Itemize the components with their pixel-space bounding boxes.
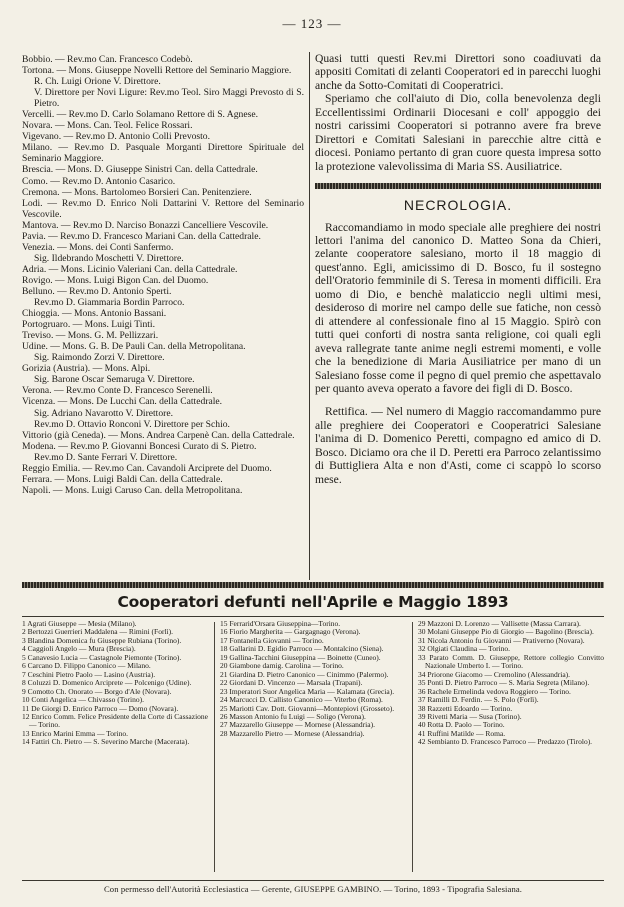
- defunto-entry: 25 Mariotti Cav. Dott. Giovanni—Montepiovi (Grosseto).: [220, 703, 395, 713]
- defunto-entry: 41 Ruffini Matilde — Roma.: [418, 728, 506, 738]
- defunti-column-3: [418, 620, 604, 747]
- director-entry: Vittorio (già Ceneda). — Mons. Andrea Carpenè Can. della Cattedrale.: [22, 429, 295, 441]
- ornamental-band-full: [22, 582, 604, 588]
- director-entry: Novara. — Mons. Can. Teol. Felice Rossari.: [22, 120, 193, 132]
- director-entry: Sig. Raimondo Zorzi V. Direttore.: [34, 352, 165, 364]
- director-entry: Brescia. — Mons. D. Giuseppe Sinistri Can. della Cattedrale.: [22, 164, 258, 176]
- defunto-entry: 24 Marcucci D. Callisto Canonico — Viterbo (Roma).: [220, 695, 383, 705]
- rettifica-paragraph: Rettifica. — Nel numero di Maggio raccomandammo pure alle preghiere dei Cooperatori e Cooperatrici Salesiane l'anima di D. Domenico Peretti, compagno ed amico di D. Bosco. Diciamo ora che il D. Peretti era Parroco zelantissimo di Buttigliera Alta e non d'Asti, come ci scappò lo scorso mese.: [315, 405, 601, 486]
- director-entry: V. Direttore per Novi Ligure: Rev.mo Teol. Siro Maggi Prevosto di S. Pietro.: [34, 87, 304, 110]
- defunto-entry: 2 Bertozzi Guerrieri Maddalena — Rimini (Forlì).: [22, 627, 173, 637]
- director-entry: Vigevano. — Rev.mo D. Antonio Colli Prevosto.: [22, 131, 211, 143]
- director-entry: Portogruaro. — Mons. Luigi Tinti.: [22, 319, 155, 331]
- defunto-entry: 36 Rachele Ermelinda vedova Roggiero — Torino.: [418, 686, 571, 696]
- defunto-entry: 9 Comotto Ch. Onorato — Borgo d'Ale (Novara).: [22, 686, 172, 696]
- director-entry: Vicenza. — Mons. De Lucchi Can. della Cattedrale.: [22, 396, 223, 408]
- defunto-entry: 27 Mazzarello Giuseppe — Mornese (Alessandria).: [220, 720, 375, 730]
- imprint-footer: Con permesso dell'Autorità Ecclesiastica — Gerente, GIUSEPPE GAMBINO. — Torino, 1893 - Tipografia Salesiana.: [103, 884, 523, 894]
- director-entry: Pavia. — Rev.mo D. Francesco Mariani Can. della Cattedrale.: [22, 230, 261, 242]
- column-divider: [412, 622, 413, 872]
- defunto-entry: 16 Fiorio Margherita — Gargagnago (Verona).: [220, 627, 361, 637]
- defunto-entry: 28 Mazzarello Pietro — Mornese (Alessandria).: [220, 728, 365, 738]
- defunto-entry: 37 Ramilli D. Ferdin. — S. Polo (Forlì).: [418, 695, 539, 705]
- defunto-entry: 21 Giardina D. Pietro Canonico — Cinimmo (Palermo).: [220, 669, 389, 679]
- defunto-entry: 11 De Giorgi D. Enrico Parroco — Domo (Novara).: [22, 703, 179, 713]
- director-entry: Chioggia. — Mons. Antonio Bassani.: [22, 308, 167, 320]
- defunto-entry: 32 Olgiati Claudina — Torino.: [418, 644, 511, 654]
- director-entry: Milano. — Rev.mo D. Pasquale Morganti Direttore Spirituale del Seminario Maggiore.: [22, 142, 304, 165]
- defunto-entry: 12 Enrico Comm. Felice Presidente della Corte di Cassazione — Torino.: [22, 711, 208, 730]
- defunto-entry: 5 Canavesio Lucia — Castagnole Piemonte (Torino).: [22, 652, 182, 662]
- director-entry: Ferrara. — Mons. Luigi Baldi Can. della Cattedrale.: [22, 473, 223, 485]
- defunto-entry: 40 Rotta D. Paolo — Torino.: [418, 720, 505, 730]
- necrologia-paragraph: Raccomandiamo in modo speciale alle preghiere dei nostri lettori l'anima del canonico D. Matteo Sona da Chieri, zelante cooperatore salesiano, morto il 18 maggio di quest'anno. Egli, amicissimo di D. Bosco, fu il sostegno dell'Oratorio femminile di S. Teresa in momenti difficili. Era uomo di Dio, e benchè malaticcio negli ultimi mesi, desideroso di morire nel campo delle sue fatiche, non cessò di attendere al confessionale fino al 15 Maggio. Spirò con tutti quei conforti di nostra santa religione, coi quali egli aveva rallegrate tante anime negli estremi momenti, e volle che la benedizione di Maria Ausiliatrice per mano di un Salesiano fosse come il pegno di quel premio che aspettavalo per quanto aveva operato a favore dei figli di D. Bosco.: [315, 220, 601, 395]
- ornamental-band: [315, 183, 601, 189]
- defunto-entry: 17 Fontanella Giovanni — Torino.: [220, 635, 324, 645]
- director-entry: Modena. — Rev.mo P. Giovanni Boncesi Curato di S. Pietro.: [22, 440, 257, 452]
- hope-paragraph: Speriamo che coll'aiuto di Dio, colla benevolenza degli Eccellentissimi Ordinarii Diocesani e coll' appoggio dei nostri carissimi Cooperatori si potranno avere fra breve Direttori e Comitati Salesiani in parecchie altre città e diocesi. Poniamo pertanto di gran cuore questa impresa sotto la protezione valevolissima di Maria SS. Ausiliatrice.: [315, 92, 601, 173]
- director-entry: Rev.mo D. Giammaria Bordin Parroco.: [34, 297, 185, 309]
- column-divider: [214, 622, 215, 872]
- footer-rule: [22, 880, 604, 881]
- right-column: [315, 52, 601, 486]
- defunto-entry: 3 Blandina Domenica fu Giuseppe Rubiana (Torino).: [22, 635, 182, 645]
- defunti-column-1: [22, 620, 208, 747]
- defunti-list: [22, 620, 604, 875]
- director-entry: Venezia. — Mons. dei Conti Sanfermo.: [22, 241, 174, 253]
- defunto-entry: 38 Razzetti Edoardo — Torino.: [418, 703, 513, 713]
- director-entry: Verona. — Rev.mo Conte D. Francesco Serenelli.: [22, 385, 213, 397]
- director-entry: Cremona. — Mons. Bartolomeo Borsieri Can. Penitenziere.: [22, 186, 252, 198]
- defunto-entry: 10 Conti Angelica — Chivasso (Torino).: [22, 695, 144, 705]
- director-entry: R. Ch. Luigi Orione V. Direttore.: [34, 76, 161, 88]
- defunto-entry: 19 Gallina-Tacchini Giuseppina — Boinette (Cuneo).: [220, 652, 381, 662]
- necrologia-heading: NECROLOGIA.: [403, 197, 513, 214]
- director-entry: Rovigo. — Mons. Luigi Bigon Can. del Duomo.: [22, 274, 209, 286]
- page-number: — 123 —: [282, 16, 342, 31]
- defunto-entry: 20 Giambone damig. Carolina — Torino.: [220, 661, 344, 671]
- director-entry: Tortona. — Mons. Giuseppe Novelli Rettore del Seminario Maggiore.: [22, 65, 292, 77]
- director-entry: Reggio Emilia. — Rev.mo Can. Cavandoli Arciprete del Duomo.: [22, 462, 272, 474]
- cooperatori-defunti-heading: Cooperatori defunti nell'Aprile e Maggio 1893: [117, 593, 509, 611]
- diocesan-directors-list: [22, 54, 304, 496]
- defunto-entry: 4 Caggioli Angelo — Mura (Brescia).: [22, 644, 136, 654]
- defunto-entry: 14 Fattiri Ch. Pietro — S. Severino Marche (Macerata).: [22, 737, 190, 747]
- defunti-column-2: [220, 620, 406, 738]
- defunto-entry: 42 Sembianto D. Francesco Parroco — Predazzo (Tirolo).: [418, 737, 593, 747]
- defunto-entry: 8 Coluzzi D. Domenico Arciprete — Polcenigo (Udine).: [22, 678, 192, 688]
- director-entry: Como. — Rev.mo D. Antonio Casarico.: [22, 175, 176, 187]
- director-entry: Adria. — Mons. Licinio Valeriani Can. della Cattedrale.: [22, 263, 238, 275]
- director-entry: Bobbio. — Rev.mo Can. Francesco Codebò.: [22, 54, 193, 65]
- defunto-entry: 33 Parato Comm. D. Giuseppe, Rettore collegio Convitto Nazionale Umberto I. — Torino.: [418, 652, 604, 671]
- director-entry: Belluno. — Rev.mo D. Antonio Sperti.: [22, 285, 172, 297]
- director-entry: Sig. Adriano Navarotto V. Direttore.: [34, 407, 174, 419]
- defunto-entry: 39 Rivetti Maria — Susa (Torino).: [418, 711, 522, 721]
- director-entry: Vercelli. — Rev.mo D. Carlo Solamano Rettore di S. Agnese.: [22, 109, 258, 121]
- director-entry: Sig. Ildebrando Moschetti V. Direttore.: [34, 252, 184, 264]
- defunto-entry: 6 Carcano D. Filippo Canonico — Milano.: [22, 661, 151, 671]
- defunto-entry: 18 Gallarini D. Egidio Parroco — Montalcino (Siena).: [220, 644, 384, 654]
- director-entry: Napoli. — Mons. Luigi Caruso Can. della Metropolitana.: [22, 484, 243, 496]
- defunto-entry: 13 Enrico Marini Emma — Torino.: [22, 728, 128, 738]
- defunto-entry: 15 Ferrarid'Orsara Giuseppina—Torino.: [220, 619, 341, 628]
- director-entry: Rev.mo D. Ottavio Ronconi V. Direttore per Schio.: [34, 418, 230, 430]
- defunto-entry: 7 Ceschini Pietro Paolo — Lasino (Austria).: [22, 669, 156, 679]
- defunto-entry: 1 Agrati Giuseppe — Mesia (Milano).: [22, 619, 137, 628]
- defunto-entry: 34 Priorone Giacomo — Cremolino (Alessandria).: [418, 669, 571, 679]
- intro-paragraph: Quasi tutti questi Rev.mi Direttori sono coadiuvati da appositi Comitati di zelanti Cooperatori ed in parecchi luoghi anche da Sotto-Comitati di Cooperatrici.: [315, 52, 601, 92]
- director-entry: Treviso. — Mons. G. M. Pellizzari.: [22, 330, 159, 342]
- director-entry: Lodi. — Rev.mo D. Enrico Noli Dattarini V. Rettore del Seminario Vescovile.: [22, 197, 304, 220]
- defunto-entry: 30 Molani Giuseppe Pio di Giorgio — Bagolino (Brescia).: [418, 627, 594, 637]
- defunto-entry: 29 Mazzoni D. Lorenzo — Vallisette (Massa Carrara).: [418, 619, 581, 628]
- director-entry: Rev.mo D. Sante Ferrari V. Direttore.: [34, 451, 178, 463]
- column-divider: [309, 52, 310, 580]
- director-entry: Sig. Barone Oscar Semaruga V. Direttore.: [34, 374, 195, 386]
- defunto-entry: 22 Giordani D. Vincenzo — Marsala (Trapani).: [220, 678, 363, 688]
- director-entry: Gorizia (Austria). — Mons. Alpi.: [22, 363, 151, 375]
- defunto-entry: 23 Imperatori Suor Angelica Maria — Kalamata (Grecia).: [220, 686, 395, 696]
- defunto-entry: 26 Masson Antonio fu Luigi — Soligo (Verona).: [220, 711, 366, 721]
- defunto-entry: 31 Nicola Antonio fu Giovanni — Prativerno (Novara).: [418, 635, 585, 645]
- defunto-entry: 35 Ponti D. Pietro Parroco — S. Maria Segreta (Milano).: [418, 678, 590, 688]
- director-entry: Udine. — Mons. G. B. De Pauli Can. della Metropolitana.: [22, 341, 246, 353]
- director-entry: Mantova. — Rev.mo D. Narciso Bonazzi Cancelliere Vescovile.: [22, 219, 269, 231]
- heading-rule: [22, 616, 604, 617]
